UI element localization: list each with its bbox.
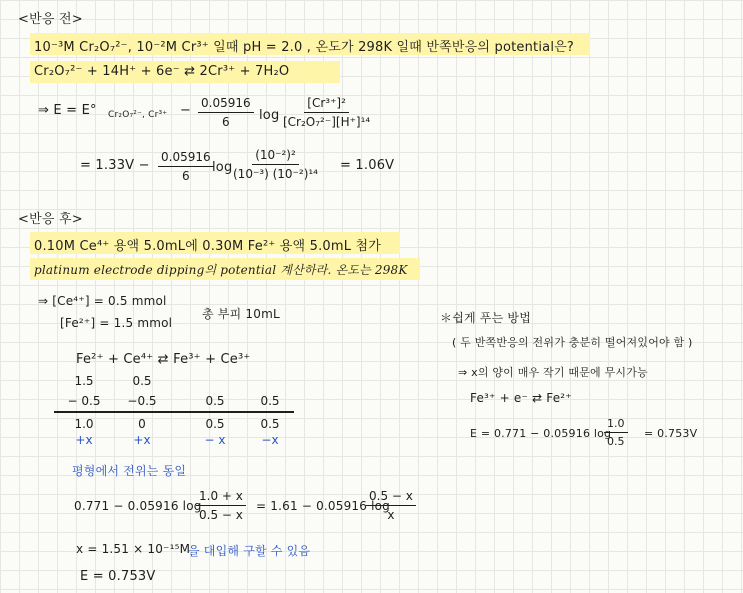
ice-change-c0: +x [75,433,93,447]
nernst-coef-num: 0.05916 [198,96,254,113]
after-problem-line2: platinum electrode dipping의 potential 계산하라. 온도는 298K [34,263,408,277]
nernst-num: [Cr³⁺]² [304,96,349,113]
eq-lhs: 0.771 − 0.05916 log [74,499,202,513]
nernst-lhs: ⇒ E = E° [38,103,97,118]
shortcut-half-reaction: Fe³⁺ + e⁻ ⇄ Fe²⁺ [470,391,572,405]
eq-frac1-den: 0.5 − x [199,508,243,522]
ice-r0-c1: 0.5 [132,374,152,388]
ice-change-c3: −x [261,433,279,447]
before-reaction: Cr₂O₇²⁻ + 14H⁺ + 6e⁻ ⇄ 2Cr³⁺ + 7H₂O [34,64,290,79]
calc-lhs: = 1.33V − [80,158,150,173]
calc-num: (10⁻²)² [252,148,299,165]
x-note: 을 대입해 구할 수 있음 [188,544,311,558]
nernst-coefficient [198,96,254,129]
ice-change-c1: +x [133,433,151,447]
section-header-after: <반응 후> [18,212,83,227]
eq-mid: = 1.61 − 0.05916 log [256,499,391,513]
ice-change-c2: − x [204,433,226,447]
nernst-fraction [283,96,370,129]
shortcut-reason: ⇒ x의 양이 매우 작기 때문에 무시가능 [458,366,648,379]
nernst-coef-den: 6 [221,115,230,129]
eq-frac2-num: 0.5 − x [366,489,416,506]
calc-log: log [212,160,233,175]
shortcut-condition: ( 두 반쪽반응의 전위가 충분히 떨어져있어야 함 ) [452,336,693,349]
calc-fraction [233,148,318,181]
section-header-before: <반응 전> [18,12,83,27]
x-value: x = 1.51 × 10⁻¹⁵M [76,542,191,556]
eq-fraction-1 [196,489,246,522]
nernst-subscript: Cr₂O₇²⁻, Cr³⁺ [108,110,168,120]
calc-result: = 1.06V [340,158,395,173]
final-e: E = 0.753V [80,569,156,584]
calc-coef-den: 6 [181,169,190,183]
ice-r1-c2: 0.5 [205,394,225,408]
before-problem-text: 10⁻³M Cr₂O₇²⁻, 10⁻²M Cr³⁺ 일때 pH = 2.0 , 온도가 298K 일때 반쪽반응의 potential은? [34,40,575,55]
total-volume: 총 부피 10mL [202,307,280,321]
nernst-minus: − [180,103,192,118]
after-problem-line1: 0.10M Ce⁴⁺ 용액 5.0mL에 0.30M Fe²⁺ 용액 5.0mL 첨가 [34,239,382,254]
eq-frac1-num: 1.0 + x [196,489,246,506]
ice-r2-c3: 0.5 [260,417,280,431]
ice-r0-c0: 1.5 [74,374,94,388]
ce-mmol: ⇒ [Ce⁴⁺] = 0.5 mmol [38,294,167,308]
ice-r2-c1: 0 [138,417,146,431]
equilibrium-note: 평형에서 전위는 동일 [72,464,187,478]
nernst-den: [Cr₂O₇²⁻][H⁺]¹⁴ [283,115,371,129]
fe-mmol: [Fe²⁺] = 1.5 mmol [60,316,173,330]
eq-frac2-den: x [387,508,395,522]
shortcut-title: ＊쉽게 푸는 방법 [440,311,531,325]
ice-r1-c1: −0.5 [127,394,157,408]
calc-coefficient [158,150,214,183]
eq-fraction-2 [366,489,416,522]
calc-den: (10⁻³) (10⁻²)¹⁴ [233,167,318,181]
ice-r2-c2: 0.5 [205,417,225,431]
nernst-log: log [259,108,280,123]
shortcut-den: 0.5 [607,435,625,448]
ice-reaction: Fe²⁺ + Ce⁴⁺ ⇄ Fe³⁺ + Ce³⁺ [76,352,251,367]
shortcut-formula-lhs: E = 0.771 − 0.05916 log [470,427,612,440]
ice-r1-c0: − 0.5 [67,394,101,408]
ice-r2-c0: 1.0 [74,417,94,431]
ice-r1-c3: 0.5 [260,394,280,408]
ice-divider [54,411,294,413]
shortcut-fraction [604,417,628,448]
shortcut-result: = 0.753V [644,427,698,440]
calc-coef-num: 0.05916 [158,150,214,167]
shortcut-num: 1.0 [604,417,628,433]
